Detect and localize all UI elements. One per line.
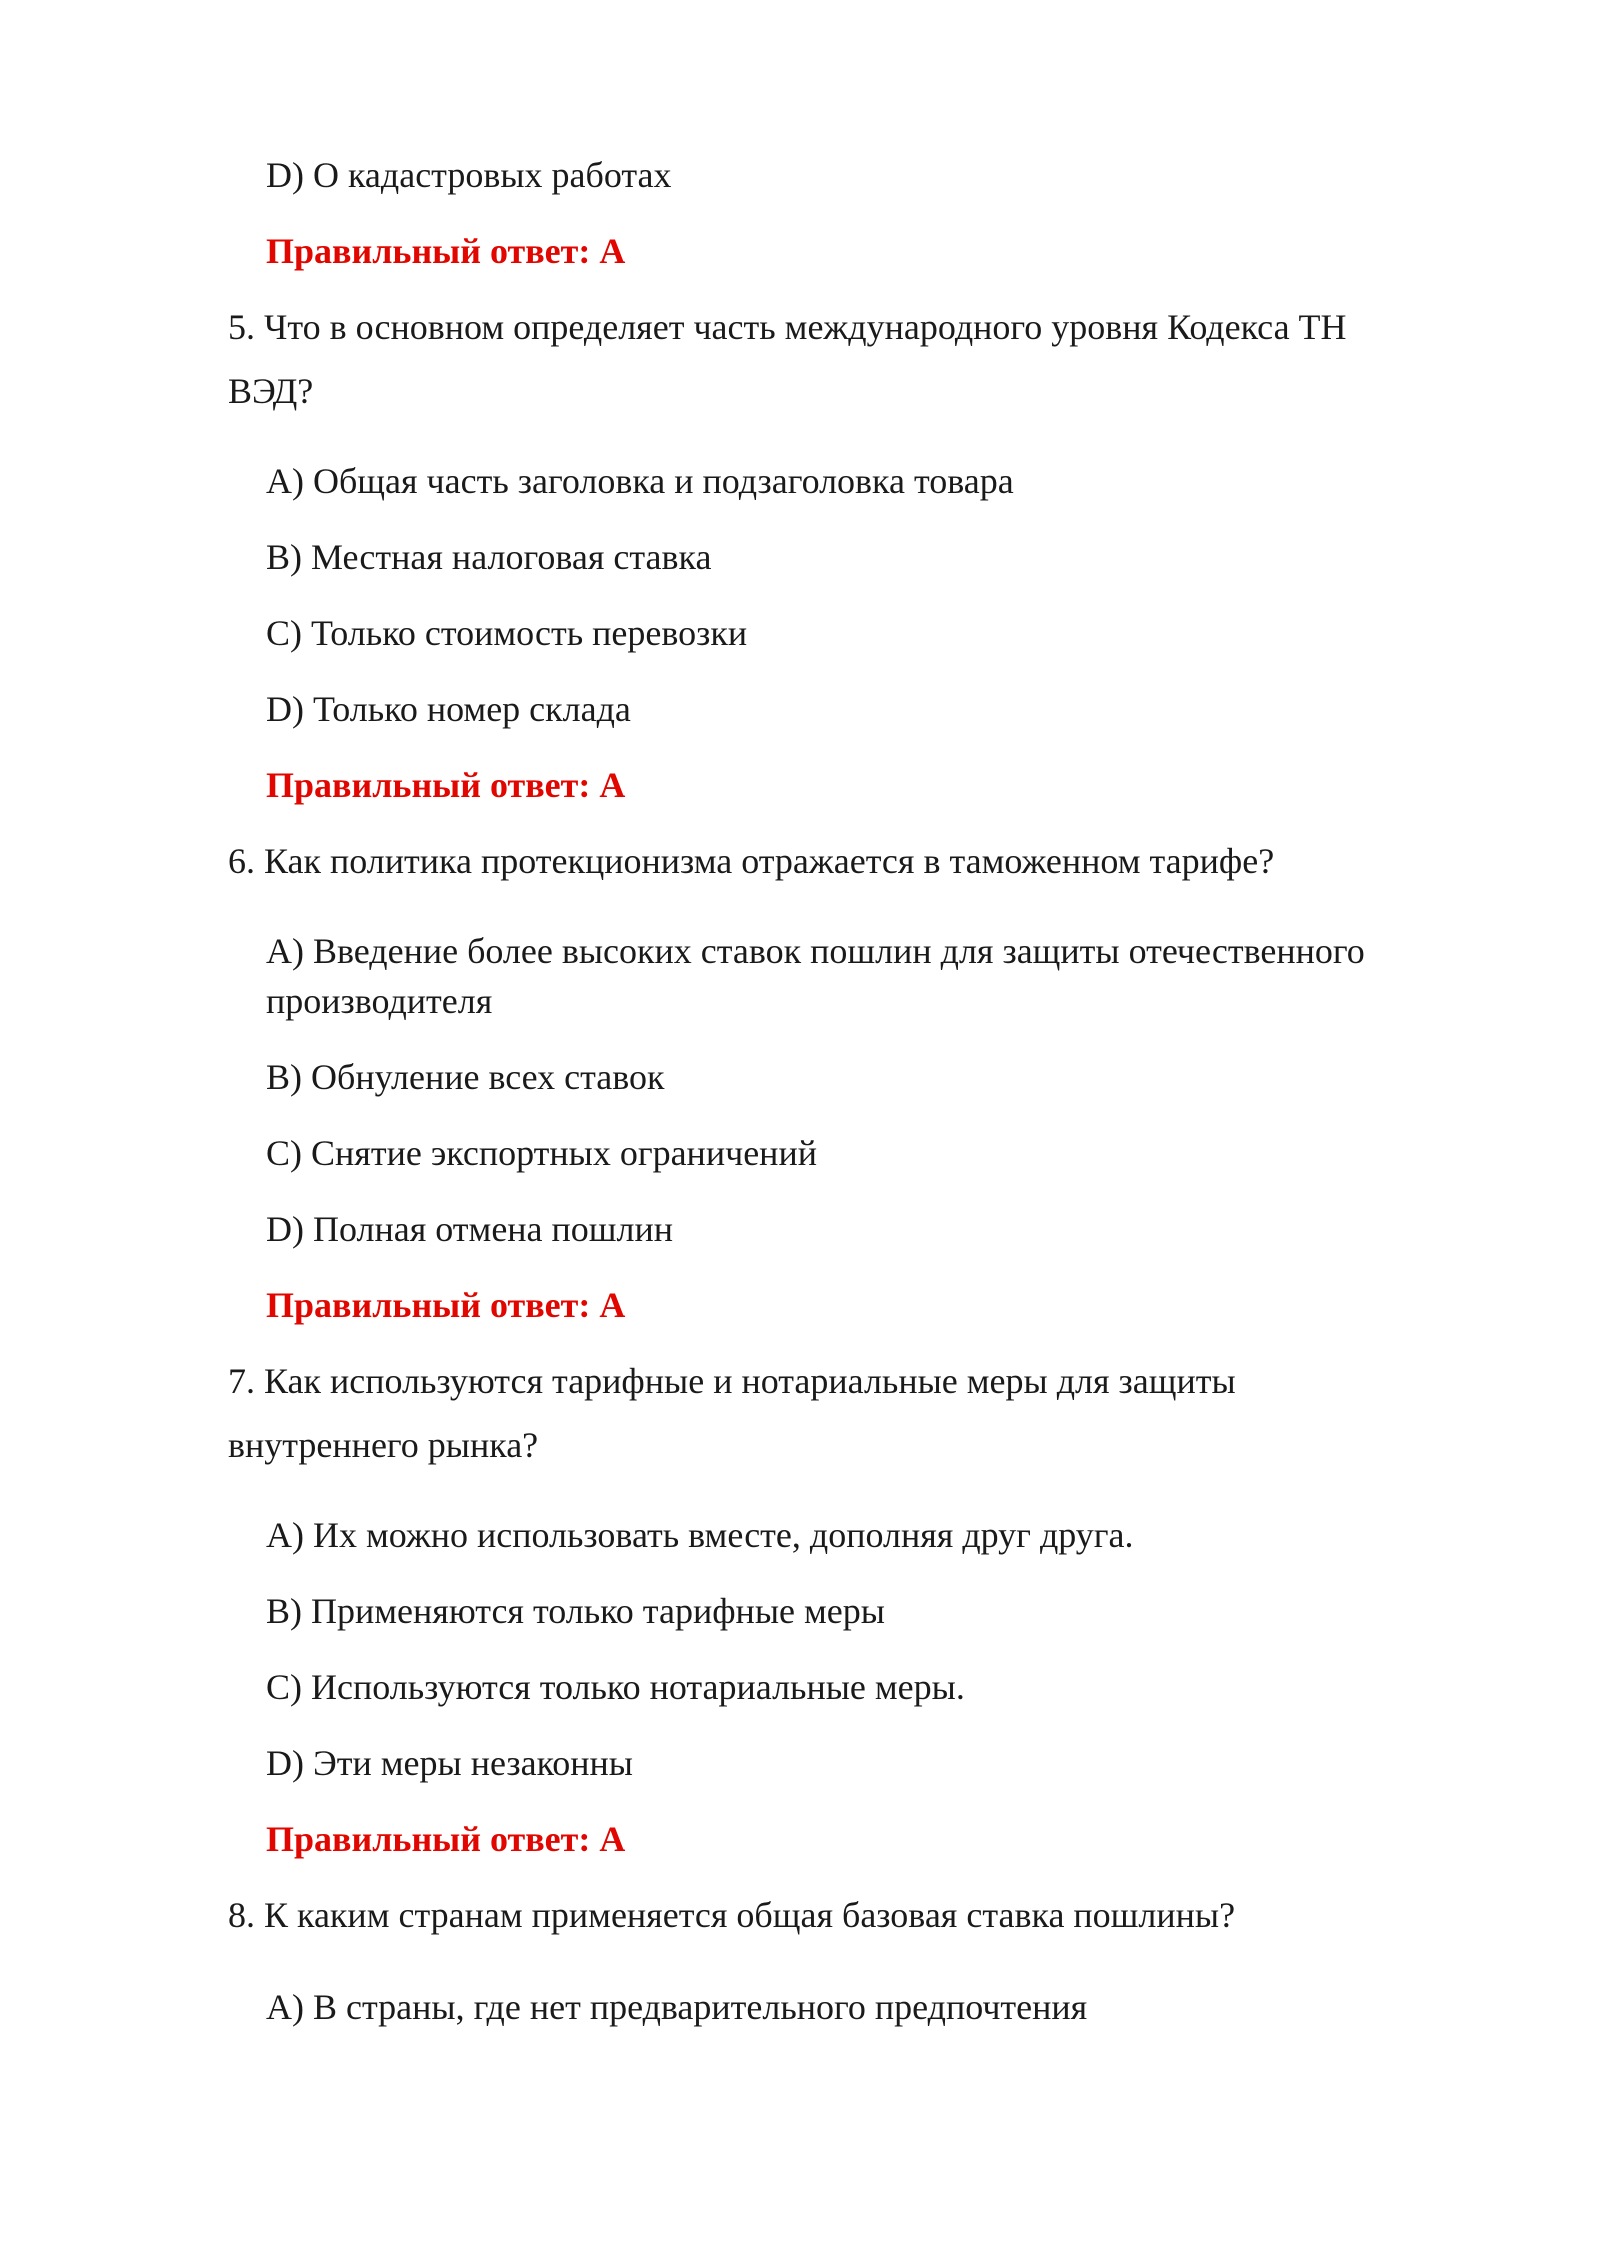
q7-option-c: C) Используются только нотариальные меры. — [266, 1667, 965, 1707]
q5-option-c: C) Только стоимость перевозки — [266, 613, 748, 653]
q6-option-b: B) Обнуление всех ставок — [266, 1057, 665, 1097]
q7-question-line1: 7. Как используются тарифные и нотариальные меры для защиты — [228, 1361, 1236, 1401]
q5-option-d: D) Только номер склада — [266, 689, 631, 729]
q6-option-c: C) Снятие экспортных ограничений — [266, 1133, 817, 1173]
q6-option-a-line2: производителя — [266, 981, 493, 1021]
q6-correct-answer: Правильный ответ: А — [266, 1285, 626, 1325]
q8-option-a: A) В страны, где нет предварительного предпочтения — [266, 1987, 1088, 2027]
q8-question: 8. К каким странам применяется общая базовая ставка пошлины? — [228, 1895, 1236, 1935]
q4-correct-answer: Правильный ответ: А — [266, 231, 626, 271]
q7-question-line2: внутреннего рынка? — [228, 1425, 539, 1465]
q7-option-a: A) Их можно использовать вместе, дополняя друг друга. — [266, 1515, 1134, 1555]
q6-option-a-line1: A) Введение более высоких ставок пошлин для защиты отечественного — [266, 931, 1365, 971]
q6-question: 6. Как политика протекционизма отражается в таможенном тарифе? — [228, 841, 1275, 881]
q5-question-line1: 5. Что в основном определяет часть международного уровня Кодекса ТН — [228, 307, 1347, 347]
q5-correct-answer: Правильный ответ: А — [266, 765, 626, 805]
q5-question-line2: ВЭД? — [228, 371, 314, 411]
q7-option-d: D) Эти меры незаконны — [266, 1743, 633, 1783]
q4-option-d: D) О кадастровых работах — [266, 155, 672, 195]
q7-option-b: B) Применяются только тарифные меры — [266, 1591, 885, 1631]
q5-option-b: B) Местная налоговая ставка — [266, 537, 712, 577]
q7-correct-answer: Правильный ответ: А — [266, 1819, 626, 1859]
q5-option-a: A) Общая часть заголовка и подзаголовка товара — [266, 461, 1014, 501]
q6-option-d: D) Полная отмена пошлин — [266, 1209, 674, 1249]
